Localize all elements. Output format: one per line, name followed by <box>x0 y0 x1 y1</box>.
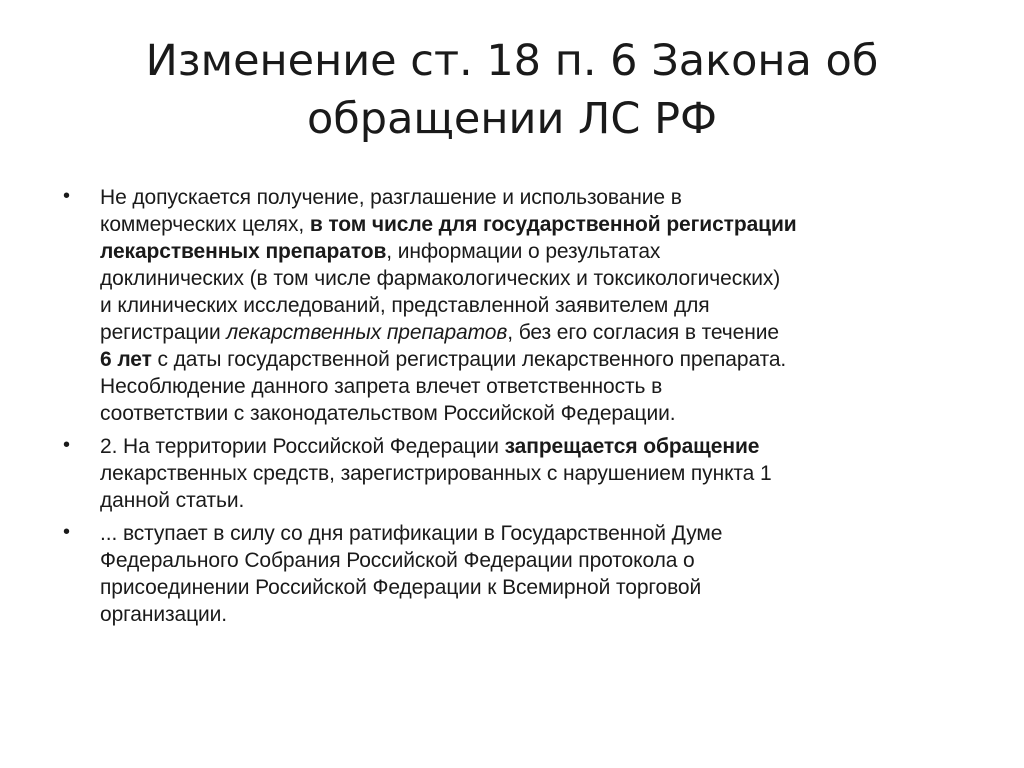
bold-text-run: в том числе для государственной регистрации <box>309 213 797 236</box>
text-run: , без его согласия в течение <box>507 321 779 344</box>
italic-text-run: лекарственных препаратов <box>226 321 508 344</box>
text-run: данной статьи. <box>100 489 245 512</box>
text-run: регистрации <box>100 321 227 344</box>
text-run: лекарственных средств, зарегистрированных с нарушением пункта 1 <box>100 462 772 485</box>
text-run: присоединении Российской Федерации к Всемирной торговой <box>100 576 702 599</box>
bullet-text-line <box>100 346 960 373</box>
bullet-list <box>60 184 960 634</box>
bold-text-run: 6 лет <box>100 348 152 371</box>
bullet-item <box>60 520 960 628</box>
text-run: с даты государственной регистрации лекарственного препарата. <box>151 348 787 371</box>
text-run: 2. На территории Российской Федерации <box>100 435 505 458</box>
text-run: Федерального Собрания Российской Федерации протокола о <box>100 549 695 572</box>
text-run: организации. <box>100 603 227 626</box>
text-run: Не допускается получение, разглашение и использование в <box>100 186 682 209</box>
bullet-text-line <box>100 547 960 574</box>
bullet-text-line <box>100 319 960 346</box>
text-run: ... вступает в силу со дня ратификации в Государственной Думе <box>100 522 723 545</box>
bullet-text-line <box>100 400 960 427</box>
text-run: доклинических (в том числе фармакологических и токсикологических) <box>100 267 781 290</box>
slide-title-line: Изменение ст. 18 п. 6 Закона об <box>145 36 879 86</box>
bullet-text-line <box>100 238 960 265</box>
text-run: , информации о результатах <box>386 240 661 263</box>
bullet-marker-icon: • <box>63 434 71 456</box>
bullet-text-line <box>100 265 960 292</box>
bullet-item <box>60 433 960 514</box>
bullet-text-line <box>100 373 960 400</box>
slide-title <box>60 32 964 148</box>
text-run: соответствии с законодательством Российской Федерации. <box>100 402 676 425</box>
bullet-text-line <box>100 601 960 628</box>
bullet-text-line <box>100 460 960 487</box>
bullet-text-line <box>100 574 960 601</box>
text-run: и клинических исследований, представленной заявителем для <box>100 294 710 317</box>
bullet-text-line <box>100 487 960 514</box>
bullet-text-line <box>100 520 960 547</box>
bold-text-run: лекарственных препаратов <box>100 240 387 263</box>
bullet-text-line <box>100 184 960 211</box>
bullet-item <box>60 184 960 427</box>
text-run: Несоблюдение данного запрета влечет ответственность в <box>100 375 663 398</box>
bullet-text-line <box>100 433 960 460</box>
bullet-text-line <box>100 211 960 238</box>
bullet-marker-icon: • <box>63 521 71 543</box>
bullet-marker-icon: • <box>63 185 71 207</box>
bold-text-run: запрещается обращение <box>504 435 760 458</box>
slide-title-line: обращении ЛС РФ <box>306 94 718 144</box>
text-run: коммерческих целях, <box>100 213 310 236</box>
bullet-text-line <box>100 292 960 319</box>
